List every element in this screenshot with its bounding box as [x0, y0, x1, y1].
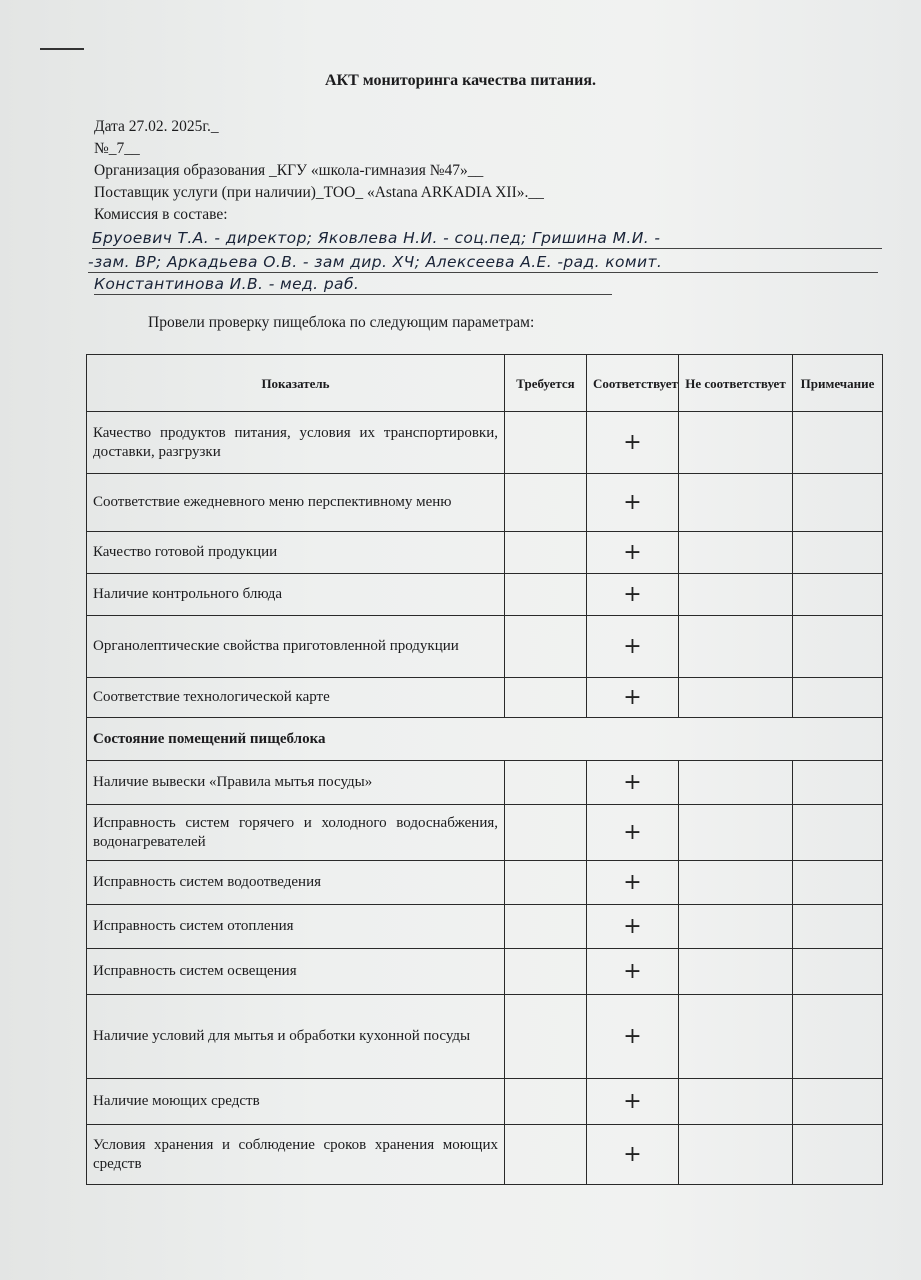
cell-noncompliant	[679, 805, 793, 861]
cell-note	[793, 861, 883, 905]
cell-compliant-mark: +	[587, 805, 679, 861]
cell-note	[793, 532, 883, 574]
row-label: Условия хранения и соблюдение сроков хранения моющих средств	[87, 1125, 505, 1185]
cell-note	[793, 905, 883, 949]
cell-note	[793, 1079, 883, 1125]
cell-note	[793, 574, 883, 616]
cell-compliant-mark: +	[587, 995, 679, 1079]
cell-note	[793, 616, 883, 678]
row-label: Наличие вывески «Правила мытья посуды»	[87, 761, 505, 805]
cell-required	[505, 532, 587, 574]
cell-compliant-mark: +	[587, 1079, 679, 1125]
table-row	[87, 761, 883, 805]
cell-compliant-mark: +	[587, 412, 679, 474]
section-heading: Состояние помещений пищеблока	[87, 718, 883, 761]
cell-required	[505, 761, 587, 805]
cell-compliant-mark: +	[587, 905, 679, 949]
header-note: Примечание	[793, 355, 883, 412]
table-row	[87, 905, 883, 949]
row-label: Органолептические свойства приготовленной продукции	[87, 616, 505, 678]
table-row	[87, 1125, 883, 1185]
header-required: Требуется	[505, 355, 587, 412]
row-label: Качество продуктов питания, условия их транспортировки, доставки, разгрузки	[87, 412, 505, 474]
cell-required	[505, 1125, 587, 1185]
supplier-line: Поставщик услуги (при наличии)_ТОО_ «Astana ARKADIA XII».__	[94, 184, 544, 201]
commission-handwritten-line-3: Константинова И.В. - мед. раб.	[94, 274, 612, 295]
cell-required	[505, 805, 587, 861]
intro-text: Провели проверку пищеблока по следующим параметрам:	[148, 314, 535, 331]
table-row	[87, 678, 883, 718]
cell-note	[793, 1125, 883, 1185]
header-noncompliant: Не соответствует	[679, 355, 793, 412]
row-label: Наличие условий для мытья и обработки кухонной посуды	[87, 995, 505, 1079]
cell-compliant-mark: +	[587, 532, 679, 574]
cell-noncompliant	[679, 678, 793, 718]
cell-note	[793, 412, 883, 474]
commission-label: Комиссия в составе:	[94, 206, 228, 223]
commission-handwritten-line-1: Бруоевич Т.А. - директор; Яковлева Н.И. - соц.пед; Гришина М.И. -	[92, 228, 882, 249]
row-label: Соответствие ежедневного меню перспективному меню	[87, 474, 505, 532]
table-row	[87, 412, 883, 474]
section-row	[87, 718, 883, 761]
cell-compliant-mark: +	[587, 474, 679, 532]
table-row	[87, 474, 883, 532]
table-row	[87, 574, 883, 616]
cell-note	[793, 678, 883, 718]
date-line: Дата 27.02. 2025г._	[94, 118, 219, 135]
cell-required	[505, 949, 587, 995]
cell-compliant-mark: +	[587, 678, 679, 718]
cell-noncompliant	[679, 616, 793, 678]
cell-compliant-mark: +	[587, 949, 679, 995]
cell-note	[793, 995, 883, 1079]
cell-noncompliant	[679, 1125, 793, 1185]
cell-noncompliant	[679, 995, 793, 1079]
row-label: Соответствие технологической карте	[87, 678, 505, 718]
cell-note	[793, 474, 883, 532]
row-label: Исправность систем освещения	[87, 949, 505, 995]
cell-note	[793, 761, 883, 805]
cell-required	[505, 861, 587, 905]
cell-note	[793, 949, 883, 995]
commission-handwritten-line-2: -зам. ВР; Аркадьева О.В. - зам дир. ХЧ; Алексеева А.Е. -рад. комит.	[88, 252, 878, 273]
row-label: Исправность систем горячего и холодного водоснабжения, водонагревателей	[87, 805, 505, 861]
cell-noncompliant	[679, 861, 793, 905]
table-row	[87, 861, 883, 905]
cell-required	[505, 905, 587, 949]
row-label: Исправность систем водоотведения	[87, 861, 505, 905]
table-row	[87, 949, 883, 995]
cell-noncompliant	[679, 412, 793, 474]
cell-required	[505, 616, 587, 678]
inspection-table	[86, 354, 882, 1185]
row-label: Качество готовой продукции	[87, 532, 505, 574]
cell-noncompliant	[679, 761, 793, 805]
document-title: АКТ мониторинга качества питания.	[324, 72, 597, 89]
cell-required	[505, 474, 587, 532]
table-row	[87, 805, 883, 861]
header-indicator: Показатель	[87, 355, 505, 412]
cell-compliant-mark: +	[587, 616, 679, 678]
row-label: Наличие контрольного блюда	[87, 574, 505, 616]
act-number: №_7__	[94, 140, 140, 157]
cell-required	[505, 1079, 587, 1125]
cell-note	[793, 805, 883, 861]
cell-noncompliant	[679, 949, 793, 995]
cell-required	[505, 412, 587, 474]
row-label: Наличие моющих средств	[87, 1079, 505, 1125]
cell-noncompliant	[679, 905, 793, 949]
cell-noncompliant	[679, 1079, 793, 1125]
cell-required	[505, 678, 587, 718]
table-row	[87, 616, 883, 678]
header-compliant: Соответствует	[587, 355, 679, 412]
row-label: Исправность систем отопления	[87, 905, 505, 949]
cell-compliant-mark: +	[587, 761, 679, 805]
cell-compliant-mark: +	[587, 574, 679, 616]
cell-required	[505, 995, 587, 1079]
table-row	[87, 995, 883, 1079]
cell-noncompliant	[679, 532, 793, 574]
table-header-row	[87, 355, 883, 412]
cell-compliant-mark: +	[587, 1125, 679, 1185]
table-row	[87, 532, 883, 574]
cell-required	[505, 574, 587, 616]
organization-line: Организация образования _КГУ «школа-гимназия №47»__	[94, 162, 484, 179]
cell-noncompliant	[679, 574, 793, 616]
cell-compliant-mark: +	[587, 861, 679, 905]
corner-dash	[40, 48, 84, 50]
table-row	[87, 1079, 883, 1125]
cell-noncompliant	[679, 474, 793, 532]
